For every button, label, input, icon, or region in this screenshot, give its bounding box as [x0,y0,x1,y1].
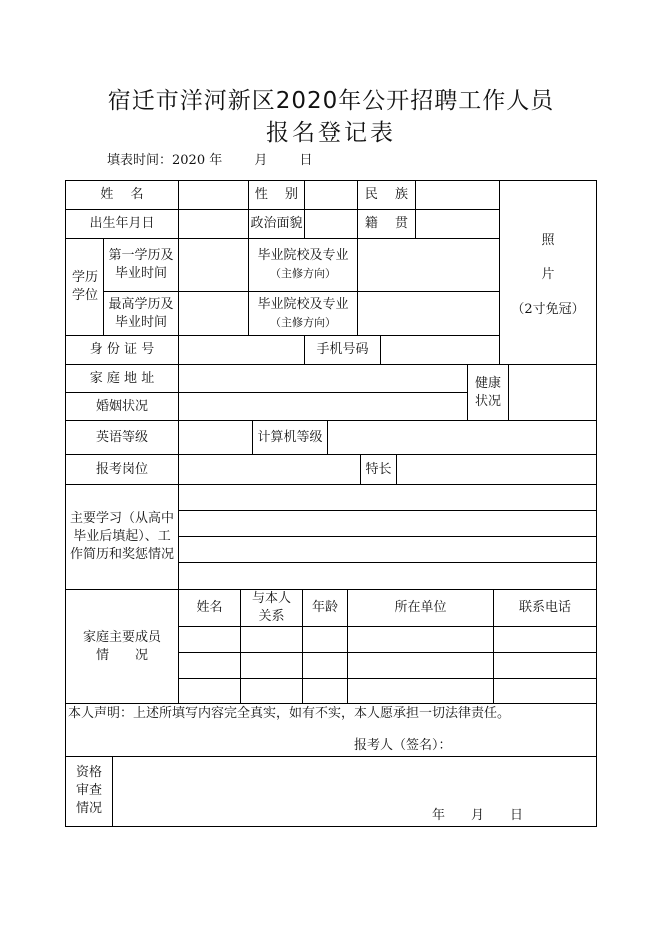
family-header-name: 姓名 [196,600,223,615]
label-phone: 手机号码 [316,342,369,357]
school-major-text: 毕业院校及专业 [257,296,349,312]
family-header-age: 年龄 [311,600,338,615]
label-address: 家 庭 地 址 [89,370,155,386]
label-computer: 计算机等级 [257,429,323,445]
photo-label-1: 照 [541,233,555,248]
label-education: 学历学位 [71,270,98,303]
fill-time [107,149,313,168]
family-header-tel: 联系电话 [518,600,571,615]
review-date: 年 月 日 [432,808,524,823]
label-political: 政治面貌 [250,216,303,231]
label-family: 家庭主要成员情 况 [82,629,161,663]
label-english: 英语等级 [95,429,148,445]
label-native: 籍 贯 [364,216,409,231]
family-header-relation: 与本人关系 [251,591,291,624]
declaration-text: 本人声明：上述所填写内容完全真实，如有不实，本人愿承担一切法律责任。 [68,706,511,721]
photo-label-2: 片 [541,267,555,282]
label-id-number: 身 份 证 号 [89,342,155,357]
school-major-text: 毕业院校及专业 [257,248,349,263]
label-health: 健康状况 [474,375,501,409]
form-subtitle: 报名登记表 [266,120,396,146]
label-school-major-1 [249,239,357,291]
label-first-degree: 第一学历及毕业时间 [108,248,174,281]
label-ethnicity: 民 族 [364,187,409,202]
label-gender: 性 别 [254,187,299,202]
major-direction-text: （主修方向） [270,267,336,280]
label-birth: 出生年月日 [89,216,155,231]
label-name: 姓 名 [100,187,144,202]
label-specialty: 特长 [365,461,392,477]
fill-time-month: 月 [254,153,268,168]
label-position: 报考岗位 [95,461,148,477]
major-direction-text: （主修方向） [270,315,336,329]
family-header-unit: 所在单位 [394,600,447,615]
label-school-major-2 [249,292,357,335]
fill-time-day: 日 [299,153,313,168]
fill-time-prefix: 填表时间：2020 年 [107,153,223,168]
photo-box [500,181,596,364]
photo-label-3: （2寸免冠） [511,302,585,317]
signature-label: 报考人（签名）： [354,738,452,753]
label-highest-degree: 最高学历及毕业时间 [108,296,174,330]
label-review: 资格审查情况 [75,765,102,816]
form-title: 宿迁市洋河新区2020年公开招聘工作人员 [107,88,555,114]
label-marital: 婚姻状况 [95,398,148,414]
label-resume: 主要学习（从高中毕业后填起）、工作简历和奖惩情况 [69,511,174,562]
